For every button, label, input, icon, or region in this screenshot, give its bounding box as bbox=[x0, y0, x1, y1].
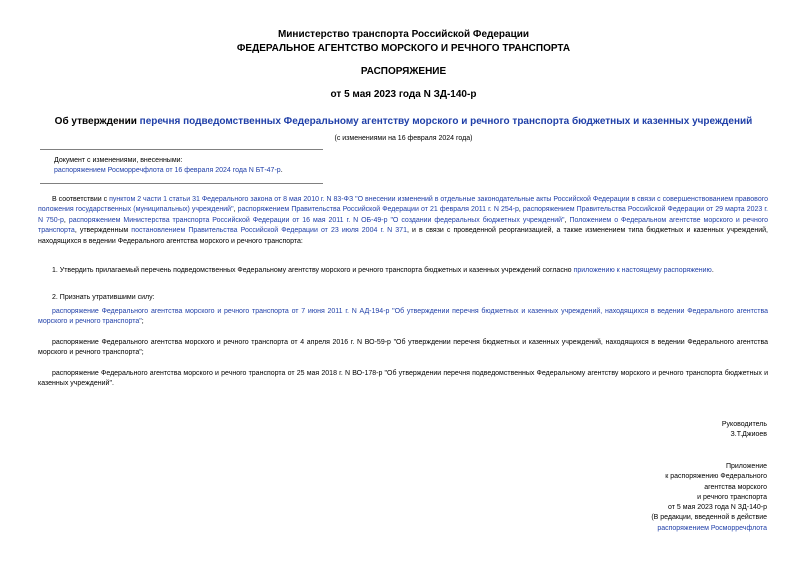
clause-1-paragraph bbox=[38, 266, 768, 276]
appendix-line-2: к распоряжению Федерального bbox=[665, 473, 767, 481]
clause-2-text: 2. Признать утратившими силу: bbox=[52, 294, 155, 301]
signature-block bbox=[722, 420, 767, 441]
agency-regulation-link[interactable]: Положением о Федеральном агентстве морского и речного транспорта bbox=[38, 216, 769, 235]
changes-note: (с изменениями на 16 февраля 2024 года) bbox=[334, 135, 473, 142]
divider-top bbox=[40, 149, 323, 150]
amendment-link[interactable]: распоряжением Росморречфлота от 16 февраля 2024 года N БТ-47-р bbox=[54, 167, 281, 174]
preamble-paragraph bbox=[38, 195, 768, 247]
appendix-header bbox=[651, 462, 767, 534]
amendments-note bbox=[54, 156, 283, 176]
title-prefix: Об утверждении bbox=[54, 116, 140, 127]
appendix-line-5: от 5 мая 2023 года N ЗД-140-р bbox=[668, 504, 767, 512]
document-date: от 5 мая 2023 года N ЗД-140-р bbox=[330, 89, 477, 100]
order-ob49r-link[interactable]: распоряжением Министерства транспорта Российской Федерации от 16 мая 2011 г. N ОБ-49-р "О создании федеральных бюджетных учреждений" bbox=[68, 216, 565, 224]
document-title bbox=[0, 116, 807, 127]
appendix-line-6: (В редакции, введенной в действие bbox=[651, 514, 767, 522]
repealed-order-2 bbox=[38, 338, 768, 359]
repealed-order-1-end: ; bbox=[141, 318, 144, 326]
order-254r-link[interactable]: распоряжением Правительства Российской Федерации от 21 февраля 2011 г. N 254-р bbox=[237, 206, 519, 214]
document-type: РАСПОРЯЖЕНИЕ bbox=[360, 66, 447, 77]
appendix-line-3: агентства морского bbox=[704, 483, 767, 491]
clause-1-text: 1. Утвердить прилагаемый перечень подведомственных Федеральному агентству морского и речного транспорта бюджетных и казенных учреждений согласно bbox=[52, 267, 574, 274]
appendix-amendment-link[interactable]: распоряжением Росморречфлота bbox=[657, 524, 767, 532]
order-ad194r-link[interactable]: распоряжение Федерального агентства морского и речного транспорта от 7 июня 2011 г. N АД-194-р "Об утверждении перечня бюджетных и казенных учреждений, находящихся в ведении Федерального агентства морского и речного транспорта" bbox=[38, 308, 768, 326]
order-750r-link[interactable]: распоряжением Правительства Российской Федерации от 29 марта 2023 г. N 750-р bbox=[38, 206, 768, 224]
preamble-text-7: , и в связи с проведенной реорганизацией, а также изменением типа бюджетных и казенных учреждений, находящихся в ведении Федерального агентства морского и речного транспорта: bbox=[38, 227, 768, 245]
repealed-order-3 bbox=[38, 369, 768, 390]
repealed-order-3-text: распоряжение Федерального агентства морского и речного транспорта от 25 мая 2018 г. N ВО-178-р "Об утверждении перечня подведомственных Федеральному агентству морского и речного транспорта бюджетных и казенных учреждений". bbox=[38, 370, 768, 388]
preamble-text-5: , bbox=[564, 216, 570, 224]
preamble-text-1: В соответствии с bbox=[52, 196, 110, 203]
signatory-role: Руководитель bbox=[721, 421, 767, 428]
preamble-text-4: , bbox=[63, 216, 69, 224]
clause-2-paragraph bbox=[38, 293, 768, 303]
divider-bottom bbox=[40, 183, 323, 184]
preamble-text-2: , bbox=[233, 206, 238, 214]
appendix-line-1: Приложение bbox=[725, 463, 767, 470]
appendix-line-4: и речного транспорта bbox=[697, 493, 767, 501]
repealed-order-2-text: распоряжение Федерального агентства морского и речного транспорта от 4 апреля 2016 г. N ВО-59-р "Об утверждении перечня бюджетных и казенных учреждений, находящихся в ведении Федерального агентства морского и речного транспорта"; bbox=[38, 339, 768, 357]
amendments-note-label: Документ с изменениями, внесенными: bbox=[54, 157, 183, 164]
clause-1-end: . bbox=[711, 267, 714, 274]
repealed-order-1 bbox=[38, 307, 768, 328]
preamble-text-6: , утвержденным bbox=[74, 227, 132, 235]
title-link[interactable]: перечня подведомственных Федеральному агентству морского и речного транспорта бюджетных и казенных учреждений bbox=[139, 116, 753, 127]
agency-heading: ФЕДЕРАЛЬНОЕ АГЕНТСТВО МОРСКОГО И РЕЧНОГО ТРАНСПОРТА bbox=[236, 43, 571, 54]
amendment-link-end: . bbox=[280, 167, 283, 174]
signatory-name: З.Т.Джиоев bbox=[730, 431, 767, 439]
law-83fz-link[interactable]: пунктом 2 части 1 статьи 31 Федерального закона от 8 мая 2010 г. N 83-ФЗ "О внесении изменений в отдельные законодательные акты Российской Федерации в связи с совершенствованием правового положения государственных (муниципальных) учреждений" bbox=[38, 196, 769, 214]
ministry-heading: Министерство транспорта Российской Федерации bbox=[277, 29, 530, 40]
resolution-371-link[interactable]: постановлением Правительства Российской Федерации от 23 июля 2004 г. N 371 bbox=[131, 227, 407, 235]
appendix-link[interactable]: приложению к настоящему распоряжению bbox=[573, 267, 712, 274]
preamble-text-3: , bbox=[518, 206, 523, 214]
